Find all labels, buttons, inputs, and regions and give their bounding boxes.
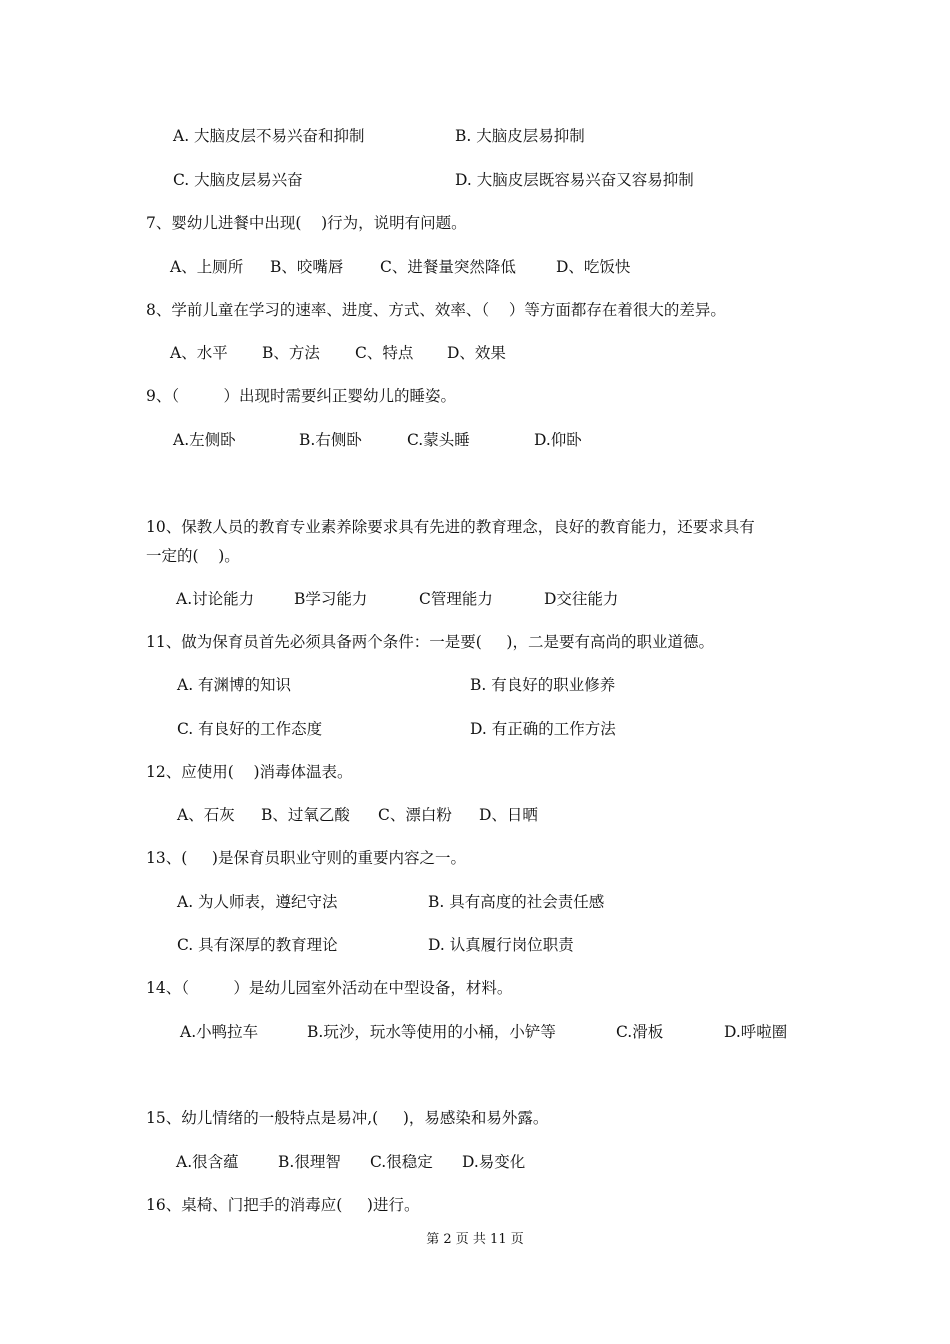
q11-option-a: A. 有渊博的知识	[177, 676, 292, 694]
q12-option-a: A、石灰	[177, 806, 235, 824]
q13-stem: 13、( )是保育员职业守则的重要内容之一。	[146, 849, 466, 867]
q11-option-d: D. 有正确的工作方法	[470, 720, 616, 738]
q12-stem: 12、应使用( )消毒体温表。	[146, 763, 353, 781]
q12-option-d: D、日晒	[479, 806, 538, 824]
q10-stem-line1: 10、保教人员的教育专业素养除要求具有先进的教育理念，良好的教育能力，还要求具有	[146, 518, 755, 536]
q14-stem: 14、（ ）是幼儿园室外活动在中型设备，材料。	[146, 979, 513, 997]
q8-option-a: A、水平	[170, 344, 228, 362]
q14-option-b: B.玩沙，玩水等使用的小桶，小铲等	[307, 1023, 556, 1041]
q9-stem: 9、（ ）出现时需要纠正婴幼儿的睡姿。	[146, 387, 456, 405]
q6-option-a: A. 大脑皮层不易兴奋和抑制	[173, 127, 365, 145]
q8-option-c: C、特点	[355, 344, 414, 362]
q12-option-c: C、漂白粉	[378, 806, 452, 824]
q6-option-d: D. 大脑皮层既容易兴奋又容易抑制	[455, 171, 694, 189]
q7-option-a: A、上厕所	[170, 258, 244, 276]
q10-stem-line2: 一定的( )。	[146, 547, 240, 565]
q10-option-a: A.讨论能力	[176, 590, 255, 608]
q13-option-b: B. 具有高度的社会责任感	[428, 893, 605, 911]
q9-option-c: C.蒙头睡	[407, 431, 470, 449]
q14-option-c: C.滑板	[616, 1023, 664, 1041]
q9-option-b: B.右侧卧	[299, 431, 362, 449]
page-footer: 第 2 页 共 11 页	[426, 1232, 524, 1247]
q9-option-a: A.左侧卧	[173, 431, 236, 449]
q8-option-d: D、效果	[447, 344, 506, 362]
q15-option-c: C.很稳定	[370, 1153, 433, 1171]
q12-option-b: B、过氧乙酸	[261, 806, 350, 824]
q13-option-a: A. 为人师表，遵纪守法	[177, 893, 338, 911]
q8-option-b: B、方法	[262, 344, 320, 362]
q11-stem: 11、做为保育员首先必须具备两个条件：一是要( )，二是要有高尚的职业道德。	[146, 633, 714, 651]
q13-option-c: C. 具有深厚的教育理论	[177, 936, 338, 954]
q7-option-c: C、进餐量突然降低	[380, 258, 516, 276]
q16-stem: 16、桌椅、门把手的消毒应( )进行。	[146, 1196, 420, 1214]
q15-stem: 15、幼儿情绪的一般特点是易冲,( )，易感染和易外露。	[146, 1109, 549, 1127]
q7-option-b: B、咬嘴唇	[270, 258, 344, 276]
q15-option-b: B.很理智	[278, 1153, 341, 1171]
q10-option-c: C管理能力	[419, 590, 493, 608]
q6-option-b: B. 大脑皮层易抑制	[455, 127, 585, 145]
q10-option-b: B学习能力	[294, 590, 368, 608]
q11-option-c: C. 有良好的工作态度	[177, 720, 323, 738]
q14-option-d: D.呼啦圈	[724, 1023, 788, 1041]
q6-option-c: C. 大脑皮层易兴奋	[173, 171, 303, 189]
q8-stem: 8、学前儿童在学习的速率、进度、方式、效率、（ ）等方面都存在着很大的差异。	[146, 301, 726, 319]
q9-option-d: D.仰卧	[534, 431, 582, 449]
q13-option-d: D. 认真履行岗位职责	[428, 936, 574, 954]
q15-option-a: A.很含蕴	[176, 1153, 239, 1171]
q10-option-d: D交往能力	[544, 590, 619, 608]
q7-option-d: D、吃饭快	[556, 258, 631, 276]
q14-option-a: A.小鸭拉车	[180, 1023, 259, 1041]
q7-stem: 7、婴幼儿进餐中出现( )行为，说明有问题。	[146, 214, 467, 232]
q15-option-d: D.易变化	[462, 1153, 526, 1171]
q11-option-b: B. 有良好的职业修养	[470, 676, 616, 694]
